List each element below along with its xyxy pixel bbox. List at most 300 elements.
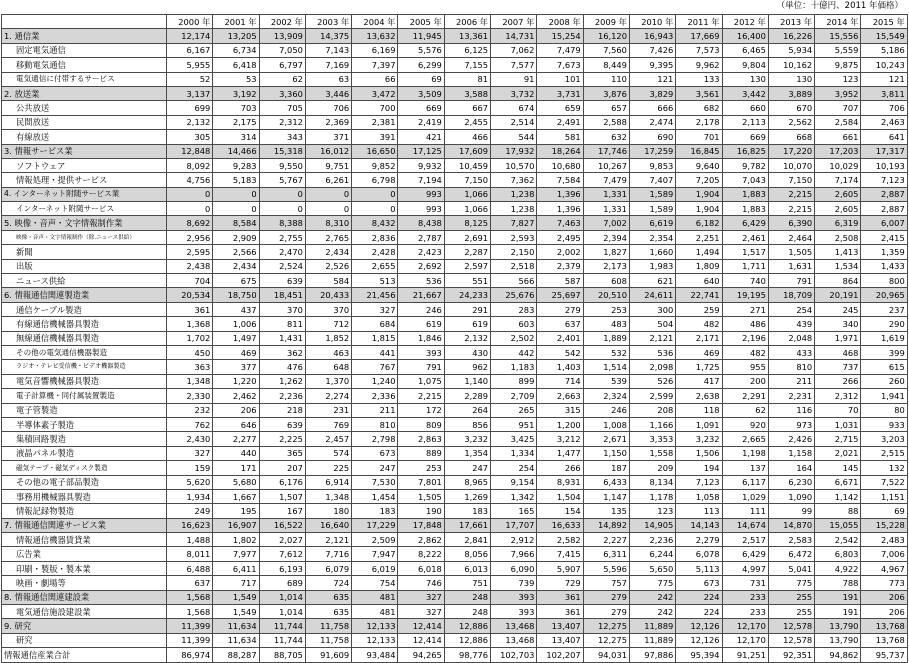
value-cell: 8,432: [352, 216, 398, 230]
value-cell: 5,955: [167, 58, 213, 72]
value-cell: 7,002: [583, 216, 629, 230]
value-cell: 13,768: [861, 633, 907, 647]
table-body: [2, 29, 908, 662]
value-cell: 2,597: [444, 259, 490, 273]
value-cell: 187: [583, 461, 629, 475]
value-cell: 7,155: [444, 58, 490, 72]
year-header: 2003 年: [305, 15, 351, 29]
value-cell: 5,767: [259, 173, 305, 187]
value-cell: 1,497: [213, 331, 259, 345]
value-cell: 17,746: [583, 144, 629, 158]
value-cell: 2,401: [537, 331, 583, 345]
value-cell: 343: [259, 130, 305, 144]
value-cell: 12,275: [583, 619, 629, 633]
value-cell: 190: [398, 504, 444, 518]
value-cell: 7,801: [398, 475, 444, 489]
value-cell: 6,176: [259, 475, 305, 489]
value-cell: 2,765: [305, 230, 351, 244]
table-row: [2, 374, 908, 388]
value-cell: 180: [305, 504, 351, 518]
value-cell: 2,330: [167, 389, 213, 403]
value-cell: 669: [398, 101, 444, 115]
value-cell: 657: [583, 101, 629, 115]
value-cell: 2,236: [629, 533, 675, 547]
value-cell: 1,348: [167, 374, 213, 388]
value-cell: 3,442: [722, 86, 768, 100]
value-cell: 6,734: [213, 43, 259, 57]
value-cell: 248: [444, 590, 490, 604]
value-cell: 6,311: [583, 547, 629, 561]
value-cell: 6,013: [444, 561, 490, 575]
value-cell: 6,803: [815, 547, 861, 561]
value-cell: 2,289: [444, 389, 490, 403]
value-cell: 468: [815, 345, 861, 359]
section-row: [2, 86, 908, 100]
value-cell: 0: [352, 187, 398, 201]
value-cell: 233: [722, 605, 768, 619]
value-cell: 7,522: [861, 475, 907, 489]
value-cell: 661: [815, 130, 861, 144]
value-cell: 1,507: [259, 489, 305, 503]
value-cell: 2,464: [768, 230, 814, 244]
value-cell: 2,502: [491, 331, 537, 345]
table-row: [2, 389, 908, 403]
value-cell: 2,755: [259, 230, 305, 244]
table-row: [2, 259, 908, 273]
value-cell: 684: [352, 317, 398, 331]
value-cell: 2,517: [722, 533, 768, 547]
value-cell: 1,008: [583, 417, 629, 431]
value-cell: 246: [583, 403, 629, 417]
value-cell: 62: [722, 403, 768, 417]
value-cell: 15,549: [861, 29, 907, 43]
value-cell: 2,593: [491, 230, 537, 244]
value-cell: 393: [398, 345, 444, 359]
value-cell: 6,429: [722, 547, 768, 561]
value-cell: 19,195: [722, 288, 768, 302]
value-cell: 16,120: [583, 29, 629, 43]
value-cell: 581: [537, 130, 583, 144]
value-cell: 154: [537, 504, 583, 518]
value-cell: 20,534: [167, 288, 213, 302]
table-row: [2, 461, 908, 475]
value-cell: 2,461: [722, 230, 768, 244]
value-cell: 1,505: [398, 489, 444, 503]
value-cell: 361: [537, 590, 583, 604]
value-cell: 1,934: [167, 489, 213, 503]
value-cell: 361: [537, 605, 583, 619]
value-cell: 2,251: [676, 230, 722, 244]
value-cell: 603: [491, 317, 537, 331]
value-cell: 9,550: [259, 158, 305, 172]
value-cell: 8,125: [444, 216, 490, 230]
value-cell: 3,472: [352, 86, 398, 100]
value-cell: 1,568: [167, 605, 213, 619]
value-cell: 951: [491, 417, 537, 431]
value-cell: 14,375: [305, 29, 351, 43]
value-cell: 2,605: [815, 187, 861, 201]
value-cell: 12,133: [352, 633, 398, 647]
value-cell: 1,158: [768, 446, 814, 460]
value-cell: 10,570: [491, 158, 537, 172]
value-cell: 15,055: [815, 518, 861, 532]
value-cell: 13,790: [815, 619, 861, 633]
value-cell: 2,605: [815, 202, 861, 216]
item-label: その他の電子部品製造: [2, 475, 167, 489]
value-cell: 439: [768, 317, 814, 331]
value-cell: 246: [398, 302, 444, 316]
item-label: 出版: [2, 259, 167, 273]
table-row: [2, 173, 908, 187]
value-cell: 6,167: [167, 43, 213, 57]
value-cell: 305: [167, 130, 213, 144]
value-cell: 265: [491, 403, 537, 417]
table-row: [2, 101, 908, 115]
table-row: [2, 245, 908, 259]
value-cell: 1,359: [861, 245, 907, 259]
value-cell: 88,287: [213, 648, 259, 662]
value-cell: 632: [583, 130, 629, 144]
value-cell: 8,056: [444, 547, 490, 561]
value-cell: 7,194: [398, 173, 444, 187]
value-cell: 0: [259, 187, 305, 201]
value-cell: 1,370: [305, 374, 351, 388]
value-cell: 1,147: [583, 489, 629, 503]
value-cell: 2,277: [213, 432, 259, 446]
value-cell: 1,549: [213, 605, 259, 619]
value-cell: 1,631: [768, 259, 814, 273]
value-cell: 6,798: [352, 173, 398, 187]
value-cell: 2,324: [583, 389, 629, 403]
value-cell: 2,430: [167, 432, 213, 446]
value-cell: 9,962: [676, 58, 722, 72]
value-cell: 1,883: [722, 202, 768, 216]
value-cell: 788: [815, 576, 861, 590]
value-cell: 2,470: [259, 245, 305, 259]
value-cell: 2,215: [768, 202, 814, 216]
value-cell: 690: [629, 130, 675, 144]
statistics-table: [1, 14, 908, 663]
value-cell: 2,215: [398, 389, 444, 403]
value-cell: 2,483: [861, 533, 907, 547]
value-cell: 80: [861, 403, 907, 417]
value-cell: 11,399: [167, 633, 213, 647]
value-cell: 2,887: [861, 187, 907, 201]
value-cell: 66: [352, 72, 398, 86]
year-header: 2015 年: [861, 15, 907, 29]
value-cell: 52: [167, 72, 213, 86]
year-header: 2005 年: [398, 15, 444, 29]
item-label: 電子計算機・同付属装置製造: [2, 389, 167, 403]
value-cell: 481: [352, 590, 398, 604]
value-cell: 1,454: [352, 489, 398, 503]
value-cell: 1,396: [537, 187, 583, 201]
value-cell: 95,394: [676, 648, 722, 662]
value-cell: 762: [167, 417, 213, 431]
value-cell: 12,414: [398, 633, 444, 647]
value-cell: 1,262: [259, 374, 305, 388]
value-cell: 619: [444, 317, 490, 331]
item-label: 情報通信機器賃貸業: [2, 533, 167, 547]
item-label: 通信ケーブル製造: [2, 302, 167, 316]
value-cell: 1,506: [676, 446, 722, 460]
value-cell: 3,509: [398, 86, 444, 100]
value-cell: 116: [768, 403, 814, 417]
value-cell: 481: [352, 605, 398, 619]
value-cell: 1,014: [259, 605, 305, 619]
year-header: 2008 年: [537, 15, 583, 29]
value-cell: 13,407: [537, 619, 583, 633]
value-cell: 24,233: [444, 288, 490, 302]
value-cell: 1,331: [583, 202, 629, 216]
value-cell: 118: [676, 403, 722, 417]
value-cell: 2,236: [259, 389, 305, 403]
value-cell: 13,768: [861, 619, 907, 633]
value-cell: 699: [167, 101, 213, 115]
value-cell: 7,479: [583, 173, 629, 187]
value-cell: 86,974: [167, 648, 213, 662]
value-cell: 2,312: [815, 389, 861, 403]
value-cell: 1,331: [583, 187, 629, 201]
item-label: 広告業: [2, 547, 167, 561]
value-cell: 12,578: [768, 619, 814, 633]
value-cell: 130: [768, 72, 814, 86]
value-cell: 659: [537, 101, 583, 115]
value-cell: 536: [629, 345, 675, 359]
table-row: [2, 317, 908, 331]
value-cell: 208: [629, 403, 675, 417]
value-cell: 24,611: [629, 288, 675, 302]
value-cell: 6,019: [352, 561, 398, 575]
value-cell: 92,351: [768, 648, 814, 662]
value-cell: 9,154: [491, 475, 537, 489]
value-cell: 486: [722, 317, 768, 331]
value-cell: 1,240: [352, 374, 398, 388]
value-cell: 1,031: [815, 417, 861, 431]
value-cell: 442: [491, 345, 537, 359]
value-cell: 9,932: [398, 158, 444, 172]
table-row: [2, 475, 908, 489]
table-row: [2, 274, 908, 288]
value-cell: 660: [722, 101, 768, 115]
value-cell: 751: [444, 576, 490, 590]
value-cell: 81: [444, 72, 490, 86]
table-row: [2, 547, 908, 561]
item-label: 有線放送: [2, 130, 167, 144]
value-cell: 7,479: [537, 43, 583, 57]
value-cell: 16,640: [305, 518, 351, 532]
year-header: 2007 年: [491, 15, 537, 29]
value-cell: 773: [861, 576, 907, 590]
value-cell: 16,400: [722, 29, 768, 43]
value-cell: 1,006: [213, 317, 259, 331]
value-cell: 2,836: [352, 230, 398, 244]
value-cell: 233: [722, 590, 768, 604]
value-cell: 14,905: [629, 518, 675, 532]
value-cell: 16,633: [537, 518, 583, 532]
value-cell: 191: [815, 605, 861, 619]
value-cell: 2,215: [768, 187, 814, 201]
value-cell: 7,050: [259, 43, 305, 57]
value-cell: 673: [676, 576, 722, 590]
item-label: 移動電気通信: [2, 58, 167, 72]
value-cell: 4,967: [861, 561, 907, 575]
value-cell: 10,070: [768, 158, 814, 172]
value-cell: 1,151: [861, 489, 907, 503]
table-row: [2, 58, 908, 72]
value-cell: 17,125: [398, 144, 444, 158]
value-cell: 0: [213, 202, 259, 216]
value-cell: 1,269: [444, 489, 490, 503]
table-row: [2, 360, 908, 374]
section-row: [2, 590, 908, 604]
value-cell: 12,133: [352, 619, 398, 633]
value-cell: 245: [815, 302, 861, 316]
value-cell: 2,002: [537, 245, 583, 259]
value-cell: 361: [167, 302, 213, 316]
value-cell: 132: [861, 461, 907, 475]
value-cell: 16,226: [768, 29, 814, 43]
value-cell: 6,797: [259, 58, 305, 72]
value-cell: 1,883: [722, 187, 768, 201]
value-cell: 701: [676, 130, 722, 144]
value-cell: 775: [768, 576, 814, 590]
value-cell: 95,737: [861, 648, 907, 662]
value-cell: 159: [167, 461, 213, 475]
value-cell: 2,787: [398, 230, 444, 244]
value-cell: 15,318: [259, 144, 305, 158]
value-cell: 93,484: [352, 648, 398, 662]
value-cell: 327: [167, 446, 213, 460]
value-cell: 1,619: [861, 331, 907, 345]
value-cell: 279: [583, 590, 629, 604]
item-label: 情報処理・提供サービス: [2, 173, 167, 187]
value-cell: 6,117: [722, 475, 768, 489]
value-cell: 12,414: [398, 619, 444, 633]
value-cell: 3,360: [259, 86, 305, 100]
value-cell: 2,956: [167, 230, 213, 244]
value-cell: 21,667: [398, 288, 444, 302]
value-cell: 729: [537, 576, 583, 590]
item-label: その他の電気通信機器製造: [2, 345, 167, 359]
value-cell: 504: [629, 317, 675, 331]
value-cell: 1,200: [537, 417, 583, 431]
table-row: [2, 202, 908, 216]
value-cell: 18,709: [768, 288, 814, 302]
value-cell: 706: [305, 101, 351, 115]
value-cell: 542: [537, 345, 583, 359]
section-label: 2. 放送業: [2, 86, 167, 100]
value-cell: 1,183: [491, 360, 537, 374]
value-cell: 1,334: [491, 446, 537, 460]
item-label: ニュース供給: [2, 274, 167, 288]
value-cell: 1,413: [815, 245, 861, 259]
table-row: [2, 605, 908, 619]
value-cell: 3,203: [861, 432, 907, 446]
item-label: 映像・音声・文字情報制作（除.ニュース供給）: [2, 230, 167, 244]
table-row: [2, 417, 908, 431]
value-cell: 6,418: [213, 58, 259, 72]
value-cell: 450: [167, 345, 213, 359]
value-cell: 1,589: [629, 187, 675, 201]
value-cell: 544: [491, 130, 537, 144]
value-cell: 2,887: [861, 202, 907, 216]
value-cell: 6,411: [213, 561, 259, 575]
value-cell: 1,058: [676, 489, 722, 503]
table-row: [2, 345, 908, 359]
value-cell: 2,462: [213, 389, 259, 403]
value-cell: 88,705: [259, 648, 305, 662]
value-cell: 2,121: [629, 331, 675, 345]
value-cell: 6,429: [722, 216, 768, 230]
value-cell: 648: [305, 360, 351, 374]
value-cell: 899: [491, 374, 537, 388]
value-cell: 2,518: [491, 259, 537, 273]
value-cell: 16,943: [629, 29, 675, 43]
value-cell: 4,997: [722, 561, 768, 575]
value-cell: 16,845: [676, 144, 722, 158]
value-cell: 17,317: [861, 144, 907, 158]
value-cell: 4,922: [815, 561, 861, 575]
value-cell: 809: [398, 417, 444, 431]
value-cell: 242: [629, 605, 675, 619]
value-cell: 7,123: [861, 173, 907, 187]
value-cell: 2,369: [305, 115, 351, 129]
value-cell: 17,932: [491, 144, 537, 158]
value-cell: 2,225: [259, 432, 305, 446]
value-cell: 2,379: [537, 259, 583, 273]
value-cell: 513: [352, 274, 398, 288]
value-cell: 69: [861, 504, 907, 518]
value-cell: 437: [213, 302, 259, 316]
value-cell: 327: [398, 590, 444, 604]
table-row: [2, 230, 908, 244]
value-cell: 9,804: [722, 58, 768, 72]
value-cell: 1,568: [167, 590, 213, 604]
item-label: 電気通信に付帯するサービス: [2, 72, 167, 86]
value-cell: 7,947: [352, 547, 398, 561]
value-cell: 11,758: [305, 619, 351, 633]
section-label: 9. 研究: [2, 619, 167, 633]
value-cell: 811: [259, 317, 305, 331]
value-cell: 8,584: [213, 216, 259, 230]
value-cell: 2,595: [167, 245, 213, 259]
item-label: 電気通信施設建設業: [2, 605, 167, 619]
value-cell: 102,207: [537, 648, 583, 662]
value-cell: 11,889: [629, 619, 675, 633]
value-cell: 6,465: [722, 43, 768, 57]
value-cell: 640: [676, 274, 722, 288]
value-cell: 12,275: [583, 633, 629, 647]
value-cell: 1,477: [537, 446, 583, 460]
table-row: [2, 115, 908, 129]
value-cell: 340: [815, 317, 861, 331]
item-label: 印刷・製版・製本業: [2, 561, 167, 575]
value-cell: 231: [305, 403, 351, 417]
value-cell: 1,066: [444, 187, 490, 201]
section-label: 6. 情報通信関連製造業: [2, 288, 167, 302]
section-row: [2, 288, 908, 302]
item-label: 無線通信機械器具製造: [2, 331, 167, 345]
value-cell: 7,174: [815, 173, 861, 187]
table-row: [2, 561, 908, 575]
item-label: 映画・劇場等: [2, 576, 167, 590]
value-cell: 2,455: [444, 115, 490, 129]
table-row: [2, 633, 908, 647]
value-cell: 2,583: [768, 533, 814, 547]
value-cell: 7,573: [676, 43, 722, 57]
value-cell: 0: [259, 202, 305, 216]
